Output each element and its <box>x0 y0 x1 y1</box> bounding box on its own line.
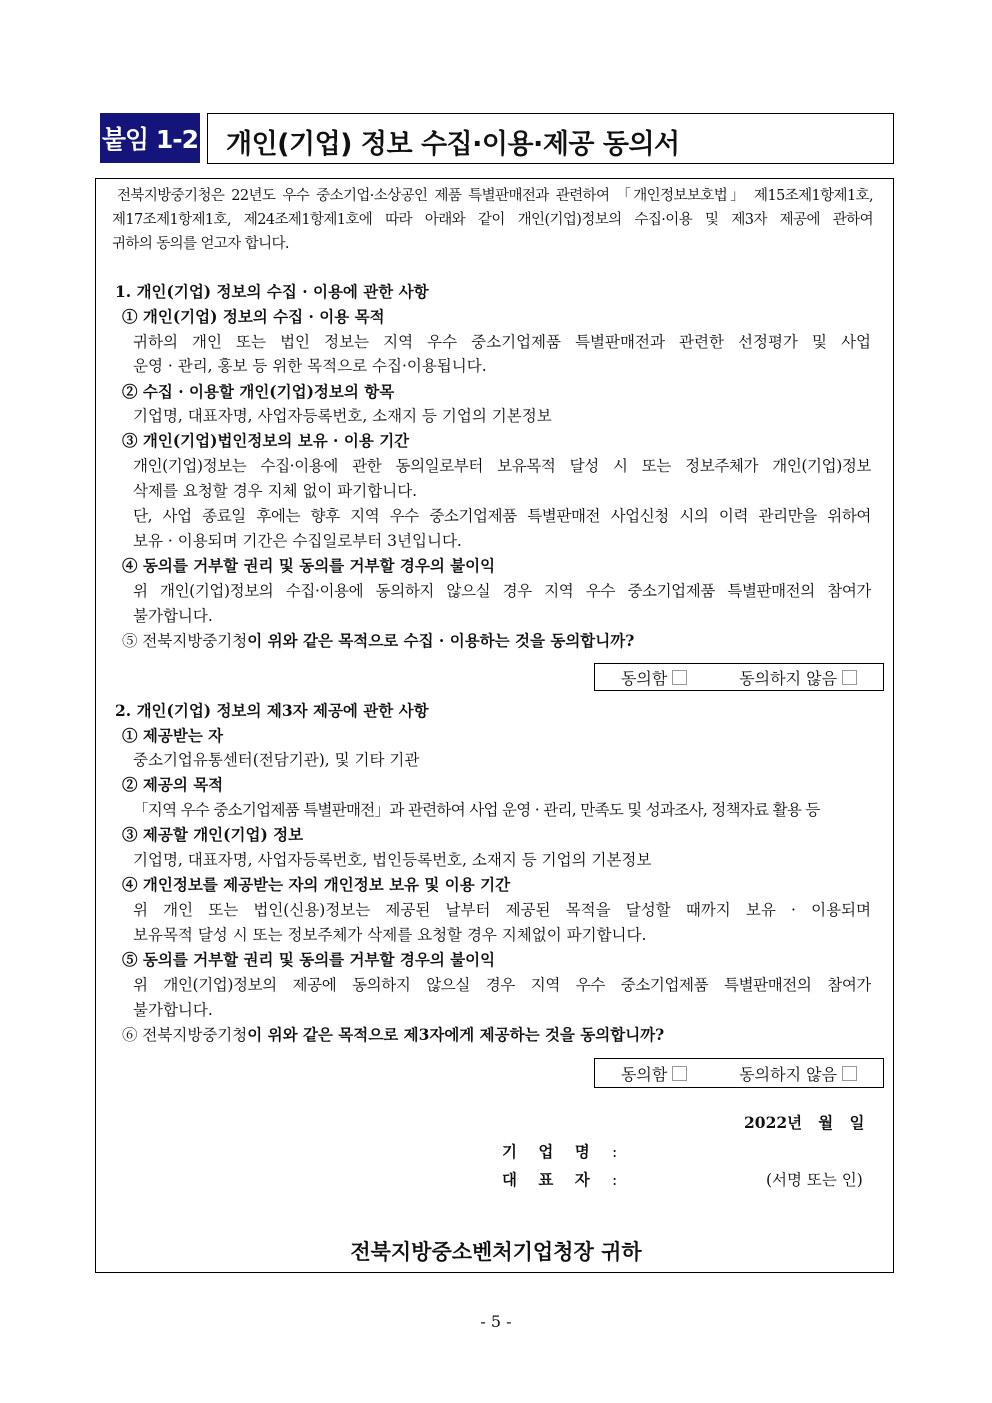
body-line: 보유 · 이용되며 기간은 수집일로부터 3년입니다. <box>133 532 462 550</box>
agency-name: ⑥ 전북지방중기청 <box>122 1026 248 1044</box>
signature-note: (서명 또는 인) <box>766 1171 863 1189</box>
disagree-label: 동의하지 않음 <box>739 668 838 688</box>
body-line: 운영 · 관리, 홍보 등 위한 목적으로 수집·이용됩니다. <box>133 357 487 375</box>
body-line: 위 개인(기업)정보의 제공에 동의하지 않으실 경우 지역 우수 중소기업제품 특별판매전의 참여가 <box>133 976 871 994</box>
section1-consent-question <box>122 629 634 653</box>
agency-name: ⑤ 전북지방중기청 <box>122 632 248 650</box>
section2-item-heading: ③ 제공할 개인(기업) 정보 <box>122 825 304 844</box>
section1-item-heading: ③ 개인(기업)법인정보의 보유 · 이용 기간 <box>122 431 410 450</box>
section1-item-heading: ① 개인(기업) 정보의 수집 · 이용 목적 <box>122 307 385 326</box>
signature-date: 2022년 월 일 <box>744 1113 865 1132</box>
section2-item-heading: ⑤ 동의를 거부할 권리 및 동의를 거부할 경우의 불이익 <box>122 950 496 969</box>
body-line: 단, 사업 종료일 후에는 향후 지역 우수 중소기업제품 특별판매전 사업신청 시의 이력 관리만을 위하여 <box>133 507 871 525</box>
page-number: - 5 - <box>480 1312 512 1331</box>
disagree-option[interactable] <box>739 666 857 689</box>
section2-consent-question <box>122 1023 664 1047</box>
body-line: 불가합니다. <box>133 1001 213 1019</box>
body-line: 기업명, 대표자명, 사업자등록번호, 법인등록번호, 소재지 등 기업의 기본정보 <box>133 851 652 869</box>
agree-option[interactable] <box>621 1062 687 1085</box>
agree-checkbox[interactable] <box>672 670 687 685</box>
body-line: 삭제를 요청할 경우 지체 없이 파기합니다. <box>133 482 418 500</box>
agree-label: 동의함 <box>620 668 668 688</box>
addressee: 전북지방중소벤처기업청장 귀하 <box>350 1239 642 1264</box>
section1-heading: 1. 개인(기업) 정보의 수집 · 이용에 관한 사항 <box>115 282 429 301</box>
body-line: 개인(기업)정보는 수집·이용에 관한 동의일로부터 보유목적 달성 시 또는 정보주체가 개인(기업)정보 <box>133 457 871 475</box>
colon: : <box>612 1171 618 1189</box>
body-line: 「지역 우수 중소기업제품 특별판매전」과 관련하여 사업 운영 · 관리, 만족도 및 성과조사, 정책자료 활용 등 <box>133 801 820 819</box>
agree-checkbox[interactable] <box>672 1066 687 1081</box>
representative-label: 대 표 자 <box>502 1170 598 1189</box>
section1-consent-box <box>594 663 884 691</box>
disagree-option[interactable] <box>739 1062 857 1085</box>
section2-item-heading: ④ 개인정보를 제공받는 자의 개인정보 보유 및 이용 기간 <box>122 875 511 894</box>
body-line: 위 개인(기업)정보의 수집·이용에 동의하지 않으실 경우 지역 우수 중소기업제품 특별판매전의 참여가 <box>133 582 871 600</box>
company-name-label: 기 업 명 <box>502 1142 598 1161</box>
disagree-label: 동의하지 않음 <box>739 1064 838 1084</box>
body-line: 위 개인 또는 법인(신용)정보는 제공된 날부터 제공된 목적을 달성할 때까지 보유 · 이용되며 <box>133 901 871 919</box>
disagree-checkbox[interactable] <box>842 670 857 685</box>
body-line: 보유목적 달성 시 또는 정보주체가 삭제를 요청할 경우 지체없이 파기합니다. <box>133 926 647 944</box>
intro-line: 귀하의 동의를 얻고자 합니다. <box>112 236 289 252</box>
question-text: 이 위와 같은 목적으로 제3자에게 제공하는 것을 동의합니까? <box>247 1025 665 1044</box>
colon: : <box>612 1143 618 1161</box>
question-text: 이 위와 같은 목적으로 수집 · 이용하는 것을 동의합니까? <box>247 631 635 650</box>
title-box <box>207 113 894 164</box>
body-line: 기업명, 대표자명, 사업자등록번호, 소재지 등 기업의 기본정보 <box>133 407 552 425</box>
body-line: 중소기업유통센터(전담기관), 및 기타 기관 <box>133 751 420 769</box>
agree-label: 동의함 <box>620 1064 668 1084</box>
disagree-checkbox[interactable] <box>842 1066 857 1081</box>
section1-item-heading: ② 수집 · 이용할 개인(기업)정보의 항목 <box>122 382 395 401</box>
document-title: 개인(기업) 정보 수집·이용·제공 동의서 <box>226 129 680 160</box>
attachment-badge: 붙임 1-2 <box>100 113 200 163</box>
section2-heading: 2. 개인(기업) 정보의 제3자 제공에 관한 사항 <box>115 701 429 720</box>
intro-line: 제17조제1항제1호, 제24조제1항제1호에 따라 아래와 같이 개인(기업)정보의 수집·이용 및 제3자 제공에 관하여 <box>112 212 873 228</box>
section1-item-heading: ④ 동의를 거부할 권리 및 동의를 거부할 경우의 불이익 <box>122 556 496 575</box>
body-line: 귀하의 개인 또는 법인 정보는 지역 우수 중소기업제품 특별판매전과 관련한 선정평가 및 사업 <box>133 333 871 351</box>
intro-line: 전북지방중기청은 22년도 우수 중소기업·소상공인 제품 특별판매전과 관련하여 「개인정보보호법」 제15조제1항제1호, <box>117 188 873 204</box>
section2-consent-box <box>594 1058 884 1088</box>
section2-item-heading: ① 제공받는 자 <box>122 726 224 745</box>
section2-item-heading: ② 제공의 목적 <box>122 775 224 794</box>
body-line: 불가합니다. <box>133 607 213 625</box>
agree-option[interactable] <box>621 666 687 689</box>
